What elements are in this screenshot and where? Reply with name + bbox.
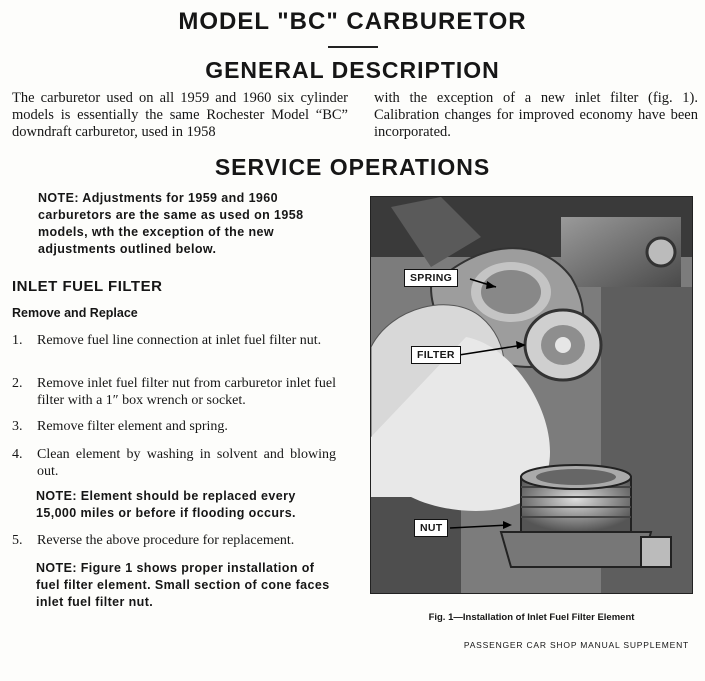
step-number: 5. <box>12 533 23 548</box>
step-1 <box>12 332 336 349</box>
nut-callout: NUT <box>414 519 448 537</box>
step-number: 1. <box>12 333 23 348</box>
step-4-note: NOTE: Element should be replaced every 15,000 miles or before if flooding occurs. <box>36 489 296 520</box>
step-number: 4. <box>12 447 23 462</box>
general-description-heading: GENERAL DESCRIPTION <box>205 57 500 83</box>
step-2 <box>12 375 336 409</box>
service-operations-heading: SERVICE OPERATIONS <box>214 154 491 180</box>
title-divider <box>328 46 378 48</box>
figure-caption: Fig. 1—Installation of Inlet Fuel Filter Element <box>428 612 635 623</box>
filter-callout: FILTER <box>411 346 461 364</box>
step-number: 2. <box>12 376 23 391</box>
step-number: 3. <box>12 419 23 434</box>
inlet-filter-heading: INLET FUEL FILTER <box>12 278 163 295</box>
step-text: Reverse the above procedure for replacement. <box>37 533 295 548</box>
spring-callout: SPRING <box>404 269 458 287</box>
step-5-note: NOTE: Figure 1 shows proper installation of fuel filter element. Small section of cone faces inlet fuel filter nut. <box>36 561 330 609</box>
service-note: NOTE: Adjustments for 1959 and 1960 carburetors are the same as used on 1958 models, wth the exception of the new adjustments outlined below. <box>38 191 304 256</box>
figure-1-photo <box>370 196 693 594</box>
step-text: Clean element by washing in solvent and blowing out. <box>37 447 336 479</box>
page-title: MODEL "BC" CARBURETOR <box>178 8 527 35</box>
step-text: Remove filter element and spring. <box>37 419 228 434</box>
step-3 <box>12 418 336 435</box>
description-right-column: with the exception of a new inlet filter (fig. 1). Calibration changes for improved economy have been incorporated. <box>374 90 698 140</box>
page-footer: PASSENGER CAR SHOP MANUAL SUPPLEMENT <box>463 640 689 650</box>
step-4 <box>12 446 336 480</box>
step-5 <box>12 532 336 549</box>
remove-replace-subheading: Remove and Replace <box>12 306 138 320</box>
description-left-column: The carburetor used on all 1959 and 1960 six cylinder models is essentially the same Rochester Model “BC” downdraft carburetor, used in 1958 <box>12 90 348 140</box>
step-text: Remove inlet fuel filter nut from carburetor inlet fuel filter with a 1″ box wrench or socket. <box>37 376 336 408</box>
step-text: Remove fuel line connection at inlet fuel filter nut. <box>37 333 322 348</box>
